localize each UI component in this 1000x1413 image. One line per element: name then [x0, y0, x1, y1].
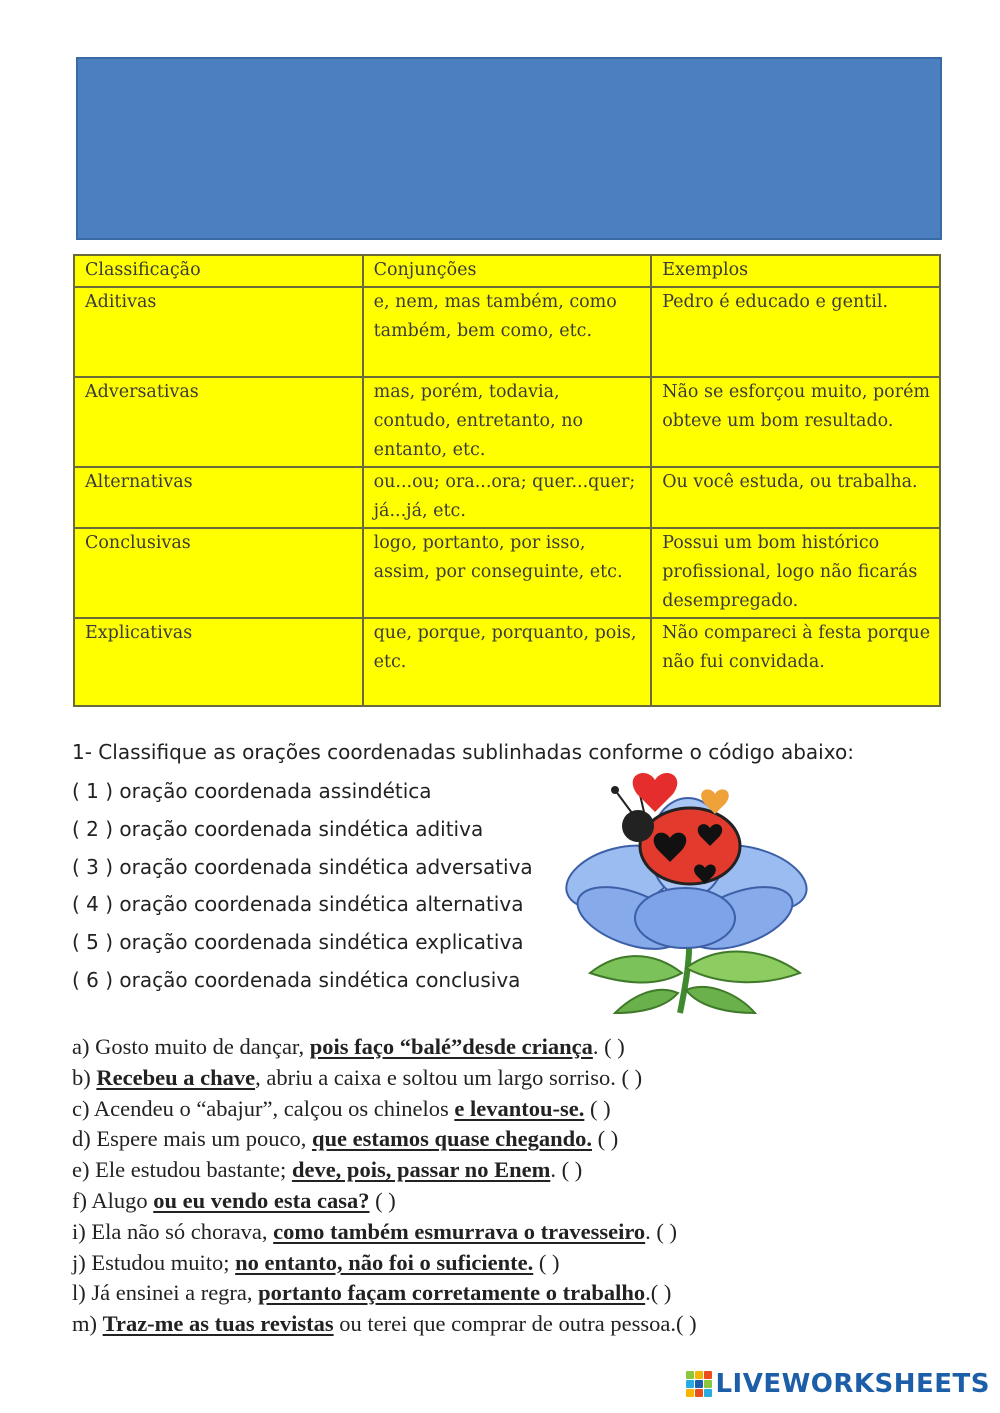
underlined-clause: no entanto, não foi o suficiente.: [235, 1249, 534, 1275]
underlined-clause: deve, pois, passar no Enem: [291, 1157, 551, 1183]
cell-classificacao: Alternativas: [74, 467, 363, 528]
exercise-item-d: d) Espere mais um pouco, que estamos quase chegando. ( ): [72, 1124, 952, 1155]
answer-blank[interactable]: ( ): [650, 1280, 672, 1306]
underlined-clause: e levantou-se.: [454, 1095, 585, 1121]
code-item: ( 6 ) oração coordenada sindética conclusiva: [72, 967, 521, 992]
code-item: ( 5 ) oração coordenada sindética explicativa: [72, 930, 524, 955]
conjunctions-table: [73, 254, 941, 707]
underlined-clause: que estamos quase chegando.: [311, 1126, 592, 1152]
cell-conjuncoes: logo, portanto, por isso, assim, por conseguinte, etc.: [363, 528, 652, 618]
answer-blank[interactable]: ( ): [621, 1064, 643, 1090]
header-conjuncoes: Conjunções: [363, 255, 652, 287]
title-banner: [76, 57, 942, 240]
cell-conjuncoes: e, nem, mas também, como também, bem como, etc.: [363, 287, 652, 377]
cell-exemplos: Não se esforçou muito, porém obteve um bom resultado.: [651, 377, 940, 467]
code-item: ( 1 ) oração coordenada assindética: [72, 779, 432, 803]
cell-conjuncoes: que, porque, porquanto, pois, etc.: [363, 618, 652, 706]
cell-classificacao: Adversativas: [74, 377, 363, 467]
underlined-clause: pois faço “balé”desde criança: [309, 1034, 593, 1059]
table-row: [74, 618, 940, 706]
cell-exemplos: Possui um bom histórico profissional, logo não ficarás desempregado.: [651, 528, 940, 618]
underlined-clause: ou eu vendo esta casa?: [153, 1187, 370, 1213]
exercise-item-a: a) Gosto muito de dançar, pois faço “balé”desde criança. ( ): [72, 1032, 952, 1063]
underlined-clause: Recebeu a chave: [96, 1064, 256, 1090]
liveworksheets-logo-icon: [685, 1370, 713, 1398]
answer-blank[interactable]: ( ): [538, 1249, 560, 1275]
table-row: [74, 467, 940, 528]
cell-conjuncoes: ou...ou; ora...ora; quer...quer; já...já, etc.: [363, 467, 652, 528]
answer-blank[interactable]: ( ): [656, 1218, 678, 1244]
table-header-row: [74, 255, 940, 287]
exercise-item-c: c) Acendeu o “abajur”, calçou os chinelos e levantou-se. ( ): [72, 1094, 952, 1125]
exercise-item-m: m) Traz-me as tuas revistas ou terei que comprar de outra pessoa.( ): [72, 1309, 952, 1340]
exercise-item-b: b) Recebeu a chave, abriu a caixa e soltou um largo sorriso. ( ): [72, 1063, 952, 1094]
code-item: ( 4 ) oração coordenada sindética alternativa: [72, 892, 524, 917]
cell-classificacao: Conclusivas: [74, 528, 363, 618]
header-exemplos: Exemplos: [651, 255, 940, 287]
answer-blank[interactable]: ( ): [375, 1187, 396, 1213]
cell-exemplos: Pedro é educado e gentil.: [651, 287, 940, 377]
ladybug-flower-illustration: [560, 768, 830, 1018]
table-row: [74, 287, 940, 377]
cell-exemplos: Ou você estuda, ou trabalha.: [651, 467, 940, 528]
underlined-clause: Traz-me as tuas revistas: [102, 1311, 334, 1337]
exercise-item-e: e) Ele estudou bastante; deve, pois, passar no Enem. ( ): [72, 1155, 952, 1186]
cell-exemplos: Não compareci à festa porque não fui convidada.: [651, 618, 940, 706]
question-text: 1- Classifique as orações coordenadas sublinhadas conforme o código abaixo:: [72, 740, 854, 764]
code-item: ( 2 ) oração coordenada sindética aditiva: [72, 816, 484, 841]
underlined-clause: como também esmurrava o travesseiro: [273, 1218, 646, 1244]
exercise-item-f: f) Alugo ou eu vendo esta casa? ( ): [72, 1186, 952, 1217]
liveworksheets-logo[interactable]: [685, 1367, 990, 1401]
exercise-list: [72, 1032, 952, 1340]
code-item: ( 3 ) oração coordenada sindética adversativa: [72, 854, 533, 879]
exercise-item-j: j) Estudou muito; no entanto, não foi o suficiente. ( ): [72, 1248, 952, 1279]
header-classificacao: Classificação: [74, 255, 363, 287]
table-row: [74, 377, 940, 467]
cell-classificacao: Aditivas: [74, 287, 363, 377]
logo-text: LIVEWORKSHEETS: [715, 1369, 990, 1399]
cell-classificacao: Explicativas: [74, 618, 363, 706]
cell-conjuncoes: mas, porém, todavia, contudo, entretanto, no entanto, etc.: [363, 377, 652, 467]
exercise-item-i: i) Ela não só chorava, como também esmurrava o travesseiro. ( ): [72, 1217, 952, 1248]
answer-blank[interactable]: ( ): [676, 1311, 697, 1337]
answer-blank[interactable]: ( ): [561, 1157, 583, 1183]
exercise-item-l: l) Já ensinei a regra, portanto façam corretamente o trabalho.( ): [72, 1278, 952, 1309]
answer-blank[interactable]: ( ): [589, 1095, 611, 1121]
answer-blank[interactable]: ( ): [597, 1126, 619, 1152]
answer-blank[interactable]: ( ): [604, 1034, 625, 1059]
table-row: [74, 528, 940, 618]
underlined-clause: portanto façam corretamente o trabalho: [258, 1280, 646, 1306]
